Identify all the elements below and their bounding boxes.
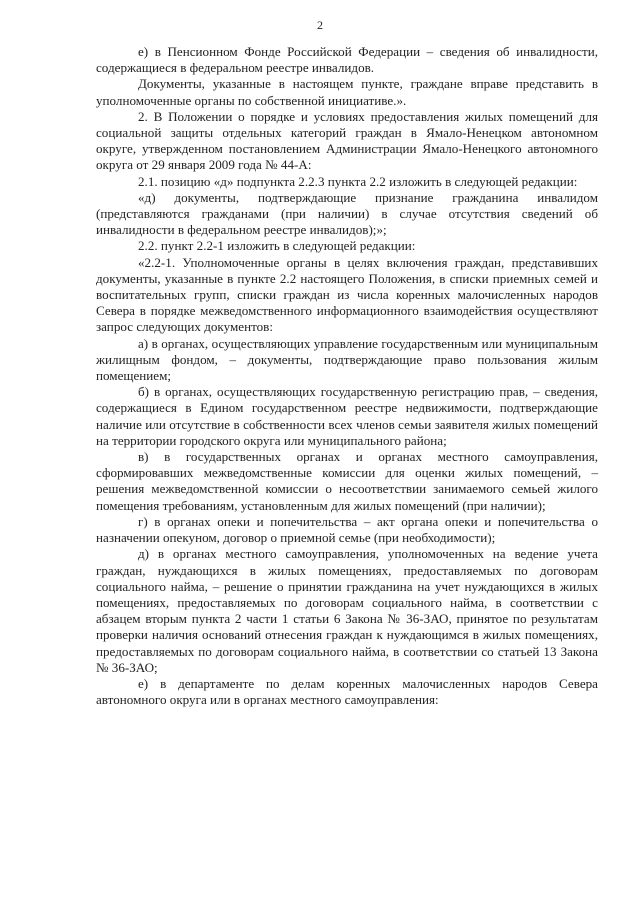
paragraph-b: б) в органах, осуществляющих государственную регистрацию прав, – сведения, содержащиеся в Едином государственном реестре недвижимости, подтверждающие наличие или отсутствие в собственности всех членов семьи заявителя жилых помещений на территории городского округа или муниципального района; <box>96 384 598 448</box>
paragraph-e: е) в департаменте по делам коренных малочисленных народов Севера автономного округа или в органах местного самоуправления: <box>96 675 598 708</box>
paragraph-e-pension-fund: е) в Пенсионном Фонде Российской Федерации – сведения об инвалидности, содержащиеся в федеральном реестре инвалидов. <box>96 44 598 76</box>
paragraph-d: д) в органах местного самоуправления, уполномоченных на ведение учета граждан, нуждающихся в жилых помещениях, предоставляемых по договорам социального найма, – решение о принятии гражданина на учет нуждающихся в жилых помещениях, предоставляемых по договорам социального найма, в соответствии с абзацем вторым пункта 2 части 1 статьи 6 Закона № 36-ЗАО, принятое по результатам проверки наличия оснований отнесения граждан к нуждающимся в жилых помещениях, предоставляемых по договорам социального найма, в соответствии со статьей 13 Закона № 36-ЗАО; <box>96 546 598 675</box>
page-number: 2 <box>317 18 323 32</box>
paragraph-d-disability: «д) документы, подтверждающие признание гражданина инвалидом (представляются гражданами (при наличии) в случае отсутствия сведений об инвалидности в федеральном реестре инвалидов);»; <box>96 189 598 238</box>
paragraph-documents-initiative: Документы, указанные в настоящем пункте, граждане вправе представить в уполномоченные органы по собственной инициативе.». <box>96 76 598 108</box>
paragraph-g: г) в органах опеки и попечительства – акт органа опеки и попечительства о назначении опекуном, договор о приемной семье (при необходимости); <box>96 513 598 546</box>
document-body <box>96 44 598 708</box>
paragraph-item-2-1: 2.1. позицию «д» подпункта 2.2.3 пункта 2.2 изложить в следующей редакции: <box>138 173 578 189</box>
paragraph-a: а) в органах, осуществляющих управление государственным или муниципальным жилищным фондом, – документы, подтверждающие право пользования жилым помещением; <box>96 335 598 384</box>
paragraph-v: в) в государственных органах и органах местного самоуправления, сформировавших межведомственные комиссии для оценки жилых помещений, – решения межведомственной комиссии о несоответствии занимаемого семьей жилого помещения требованиям, установленным для жилых помещений (при наличии); <box>96 449 598 513</box>
paragraph-item-2: 2. В Положении о порядке и условиях предоставления жилых помещений для социальной защиты отдельных категорий граждан в Ямало-Ненецком автономном округе, утвержденном постановлением Администрации Ямало-Ненецкого автономного округа от 29 января 2009 года № 44-А: <box>96 108 598 173</box>
paragraph-2-2-1: «2.2-1. Уполномоченные органы в целях включения граждан, представивших документы, указанные в пункте 2.2 настоящего Положения, в списки приемных семей и воспитательных групп, списки граждан из числа коренных малочисленных народов Севера в порядке межведомственного информационного взаимодействия осуществляют запрос следующих документов: <box>96 254 598 335</box>
paragraph-item-2-2: 2.2. пункт 2.2-1 изложить в следующей редакции: <box>138 238 416 254</box>
